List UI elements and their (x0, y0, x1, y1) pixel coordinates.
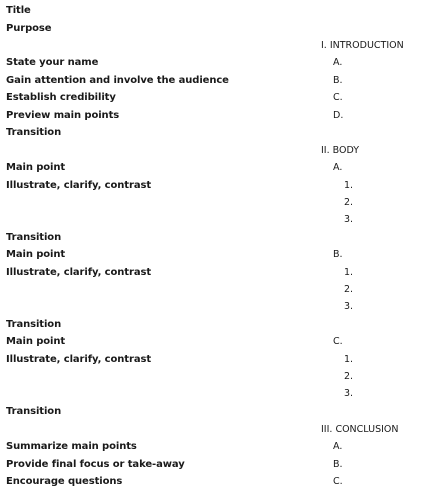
sub-point-marker: 2. (344, 197, 354, 208)
main-point-label: Main point (6, 336, 66, 347)
sub-point-row (0, 385, 436, 402)
illustrate-row (0, 177, 436, 194)
sub-point-marker: 1. (344, 267, 354, 278)
sub-point-row (0, 368, 436, 385)
intro-item-marker: A. (333, 57, 343, 68)
sub-point-marker: 3. (344, 301, 354, 312)
main-point-label: Main point (6, 162, 66, 173)
intro-item-label: Establish credibility (6, 92, 116, 103)
illustrate-label: Illustrate, clarify, contrast (6, 354, 151, 365)
transition-label: Transition (6, 127, 62, 138)
title-row (0, 2, 436, 19)
sub-point-marker: 1. (344, 180, 354, 191)
sub-point-row (0, 298, 436, 315)
sub-point-row (0, 211, 436, 228)
intro-item-marker: B. (333, 75, 343, 86)
main-point-marker: A. (333, 162, 343, 173)
conclusion-item-marker: B. (333, 459, 343, 470)
body-transition-row (0, 316, 436, 333)
intro-transition-row (0, 124, 436, 141)
intro-item-row (0, 54, 436, 71)
intro-item-marker: C. (333, 92, 343, 103)
sub-point-marker: 2. (344, 371, 354, 382)
body-transition-row (0, 403, 436, 420)
conclusion-item-label: Provide final focus or take-away (6, 459, 185, 470)
main-point-marker: C. (333, 336, 343, 347)
intro-item-label: Preview main points (6, 110, 120, 121)
main-point-row (0, 246, 436, 263)
intro-item-row (0, 89, 436, 106)
illustrate-row (0, 264, 436, 281)
purpose-row (0, 20, 436, 37)
sub-point-row (0, 281, 436, 298)
conclusion-heading-row (0, 421, 436, 438)
conclusion-heading: III. CONCLUSION (321, 424, 399, 435)
intro-item-row (0, 72, 436, 89)
intro-heading: I. INTRODUCTION (321, 40, 404, 51)
sub-point-row (0, 194, 436, 211)
body-transition-row (0, 229, 436, 246)
conclusion-item-row (0, 438, 436, 455)
illustrate-row (0, 351, 436, 368)
transition-label: Transition (6, 406, 62, 417)
transition-label: Transition (6, 232, 62, 243)
body-heading: II. BODY (321, 145, 360, 156)
main-point-label: Main point (6, 249, 66, 260)
conclusion-item-row (0, 473, 436, 490)
intro-item-row (0, 107, 436, 124)
main-point-row (0, 333, 436, 350)
illustrate-label: Illustrate, clarify, contrast (6, 180, 151, 191)
sub-point-marker: 3. (344, 214, 354, 225)
sub-point-marker: 3. (344, 388, 354, 399)
main-point-marker: B. (333, 249, 343, 260)
conclusion-item-label: Summarize main points (6, 441, 137, 452)
conclusion-item-label: Encourage questions (6, 476, 123, 487)
body-heading-row (0, 142, 436, 159)
title-label: Title (6, 5, 31, 16)
intro-item-label: State your name (6, 57, 99, 68)
conclusion-item-row (0, 456, 436, 473)
illustrate-label: Illustrate, clarify, contrast (6, 267, 151, 278)
conclusion-item-marker: A. (333, 441, 343, 452)
sub-point-marker: 1. (344, 354, 354, 365)
intro-item-label: Gain attention and involve the audience (6, 75, 229, 86)
conclusion-item-marker: C. (333, 476, 343, 487)
main-point-row (0, 159, 436, 176)
purpose-label: Purpose (6, 23, 52, 34)
sub-point-marker: 2. (344, 284, 354, 295)
intro-item-marker: D. (333, 110, 344, 121)
intro-heading-row (0, 37, 436, 54)
transition-label: Transition (6, 319, 62, 330)
